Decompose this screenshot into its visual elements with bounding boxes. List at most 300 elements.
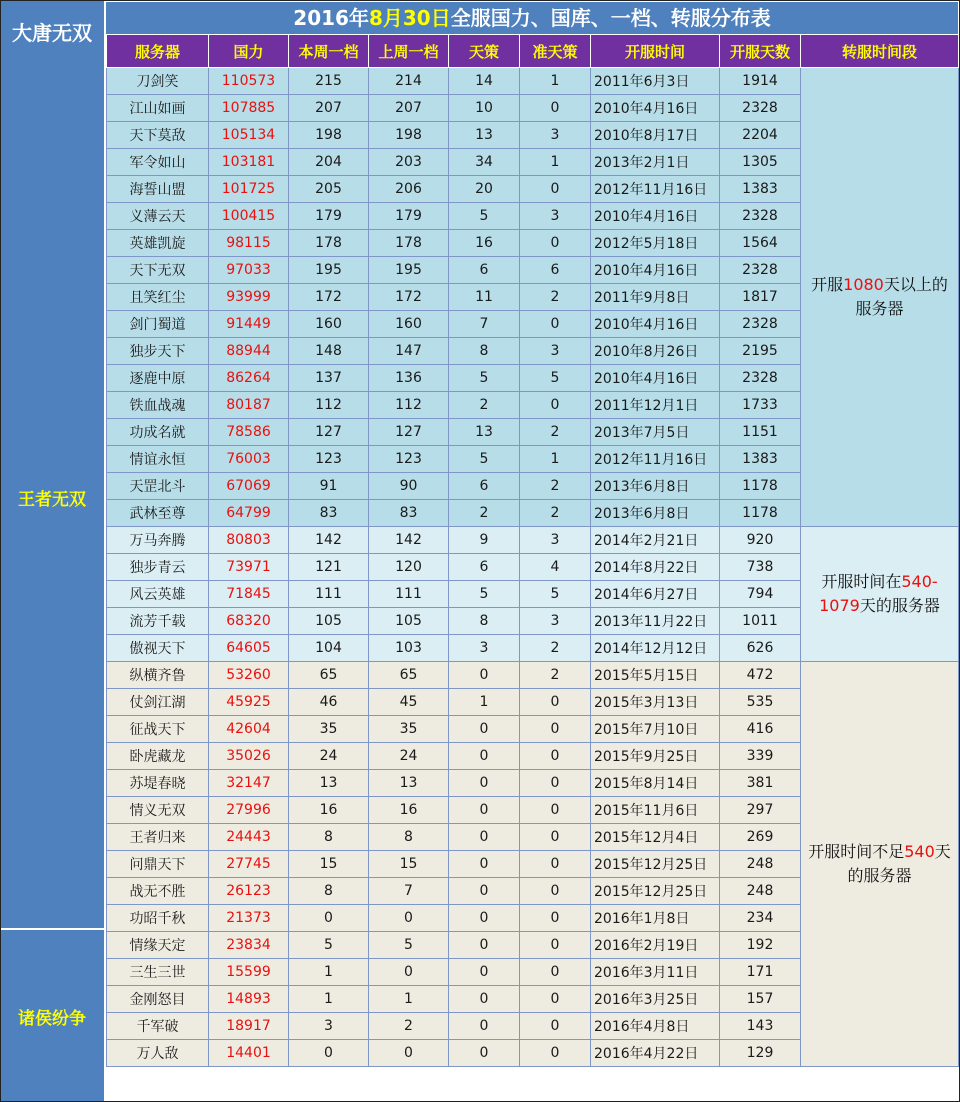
last-week-first-tier-cell: 172 [369,284,449,311]
server-name-cell: 铁血战魂 [107,392,209,419]
open-date-cell: 2010年4月16日 [591,95,720,122]
tiance-cell: 13 [449,122,520,149]
this-week-first-tier-cell: 65 [289,662,369,689]
power-cell: 45925 [209,689,289,716]
open-date-cell: 2010年4月16日 [591,257,720,284]
tiance-cell: 0 [449,770,520,797]
power-cell: 27996 [209,797,289,824]
game-brand: 大唐无双 [0,0,106,66]
tiance-cell: 16 [449,230,520,257]
last-week-first-tier-cell: 142 [369,527,449,554]
this-week-first-tier-cell: 1 [289,986,369,1013]
this-week-first-tier-cell: 121 [289,554,369,581]
column-header: 准天策 [520,35,591,68]
column-header: 国力 [209,35,289,68]
open-days-cell: 1178 [720,500,801,527]
this-week-first-tier-cell: 3 [289,1013,369,1040]
open-days-cell: 129 [720,1040,801,1067]
power-cell: 105134 [209,122,289,149]
this-week-first-tier-cell: 13 [289,770,369,797]
open-date-cell: 2011年9月8日 [591,284,720,311]
server-name-cell: 流芳千载 [107,608,209,635]
server-name-cell: 独步青云 [107,554,209,581]
open-date-cell: 2011年12月1日 [591,392,720,419]
last-week-first-tier-cell: 35 [369,716,449,743]
period-prefix: 开服时间在 [821,572,902,591]
last-week-first-tier-cell: 24 [369,743,449,770]
last-week-first-tier-cell: 111 [369,581,449,608]
last-week-first-tier-cell: 7 [369,878,449,905]
last-week-first-tier-cell: 45 [369,689,449,716]
column-header: 转服时间段 [801,35,959,68]
open-date-cell: 2010年4月16日 [591,311,720,338]
open-days-cell: 1305 [720,149,801,176]
last-week-first-tier-cell: 120 [369,554,449,581]
power-cell: 64605 [209,635,289,662]
server-name-cell: 功成名就 [107,419,209,446]
candidate-tiance-cell: 0 [520,905,591,932]
open-date-cell: 2016年1月8日 [591,905,720,932]
power-cell: 53260 [209,662,289,689]
title-text: 全服国力、国库、一档、转服分布表 [450,6,771,30]
power-cell: 68320 [209,608,289,635]
power-cell: 15599 [209,959,289,986]
power-cell: 80803 [209,527,289,554]
server-name-cell: 逐鹿中原 [107,365,209,392]
this-week-first-tier-cell: 127 [289,419,369,446]
this-week-first-tier-cell: 215 [289,68,369,95]
open-date-cell: 2010年8月17日 [591,122,720,149]
open-days-cell: 2204 [720,122,801,149]
this-week-first-tier-cell: 178 [289,230,369,257]
server-name-cell: 江山如画 [107,95,209,122]
server-name-cell: 纵横齐鲁 [107,662,209,689]
table-header [107,35,959,68]
this-week-first-tier-cell: 46 [289,689,369,716]
server-name-cell: 天下无双 [107,257,209,284]
candidate-tiance-cell: 3 [520,608,591,635]
server-table [106,34,959,1067]
last-week-first-tier-cell: 198 [369,122,449,149]
tiance-cell: 0 [449,932,520,959]
power-cell: 27745 [209,851,289,878]
open-date-cell: 2013年6月8日 [591,500,720,527]
power-cell: 103181 [209,149,289,176]
open-date-cell: 2012年5月18日 [591,230,720,257]
power-cell: 24443 [209,824,289,851]
last-week-first-tier-cell: 136 [369,365,449,392]
candidate-tiance-cell: 3 [520,203,591,230]
column-header: 天策 [449,35,520,68]
last-week-first-tier-cell: 195 [369,257,449,284]
last-week-first-tier-cell: 0 [369,959,449,986]
open-days-cell: 1914 [720,68,801,95]
open-date-cell: 2010年4月16日 [591,365,720,392]
candidate-tiance-cell: 0 [520,770,591,797]
open-days-cell: 269 [720,824,801,851]
tiance-cell: 10 [449,95,520,122]
server-name-cell: 天下莫敌 [107,122,209,149]
open-date-cell: 2016年4月8日 [591,1013,720,1040]
tiance-cell: 9 [449,527,520,554]
zone-label-wangzhe: 王者无双 [0,66,106,930]
tiance-cell: 0 [449,1040,520,1067]
candidate-tiance-cell: 3 [520,527,591,554]
open-days-cell: 738 [720,554,801,581]
candidate-tiance-cell: 5 [520,581,591,608]
open-days-cell: 2328 [720,257,801,284]
power-cell: 71845 [209,581,289,608]
open-days-cell: 472 [720,662,801,689]
server-name-cell: 军令如山 [107,149,209,176]
open-date-cell: 2012年11月16日 [591,176,720,203]
this-week-first-tier-cell: 160 [289,311,369,338]
tiance-cell: 0 [449,851,520,878]
this-week-first-tier-cell: 1 [289,959,369,986]
open-date-cell: 2015年12月4日 [591,824,720,851]
server-name-cell: 万人敌 [107,1040,209,1067]
server-name-cell: 刀剑笑 [107,68,209,95]
period-days: 540-1079 [819,572,938,615]
tiance-cell: 7 [449,311,520,338]
server-name-cell: 金刚怒目 [107,986,209,1013]
server-name-cell: 独步天下 [107,338,209,365]
tiance-cell: 0 [449,797,520,824]
open-date-cell: 2013年6月8日 [591,473,720,500]
power-cell: 67069 [209,473,289,500]
open-date-cell: 2016年2月19日 [591,932,720,959]
open-date-cell: 2015年12月25日 [591,851,720,878]
server-name-cell: 义薄云天 [107,203,209,230]
open-date-cell: 2016年3月25日 [591,986,720,1013]
power-cell: 21373 [209,905,289,932]
server-name-cell: 仗剑江湖 [107,689,209,716]
candidate-tiance-cell: 2 [520,500,591,527]
power-cell: 32147 [209,770,289,797]
open-date-cell: 2015年3月13日 [591,689,720,716]
candidate-tiance-cell: 0 [520,986,591,1013]
power-cell: 110573 [209,68,289,95]
last-week-first-tier-cell: 16 [369,797,449,824]
transfer-period-cell [801,527,959,662]
open-days-cell: 535 [720,689,801,716]
last-week-first-tier-cell: 90 [369,473,449,500]
open-days-cell: 1383 [720,176,801,203]
server-name-cell: 风云英雄 [107,581,209,608]
power-cell: 86264 [209,365,289,392]
this-week-first-tier-cell: 8 [289,878,369,905]
power-cell: 76003 [209,446,289,473]
tiance-cell: 0 [449,824,520,851]
candidate-tiance-cell: 0 [520,932,591,959]
open-days-cell: 1383 [720,446,801,473]
power-cell: 42604 [209,716,289,743]
open-days-cell: 381 [720,770,801,797]
server-name-cell: 征战天下 [107,716,209,743]
this-week-first-tier-cell: 91 [289,473,369,500]
tiance-cell: 0 [449,716,520,743]
open-date-cell: 2014年8月22日 [591,554,720,581]
this-week-first-tier-cell: 105 [289,608,369,635]
tiance-cell: 20 [449,176,520,203]
last-week-first-tier-cell: 0 [369,905,449,932]
this-week-first-tier-cell: 198 [289,122,369,149]
tiance-cell: 0 [449,1013,520,1040]
server-name-cell: 剑门蜀道 [107,311,209,338]
this-week-first-tier-cell: 35 [289,716,369,743]
open-days-cell: 171 [720,959,801,986]
open-days-cell: 416 [720,716,801,743]
candidate-tiance-cell: 2 [520,635,591,662]
open-date-cell: 2014年6月27日 [591,581,720,608]
tiance-cell: 8 [449,338,520,365]
open-date-cell: 2013年2月1日 [591,149,720,176]
open-date-cell: 2016年4月22日 [591,1040,720,1067]
open-days-cell: 234 [720,905,801,932]
period-suffix: 天的服务器 [859,596,940,615]
tiance-cell: 0 [449,905,520,932]
this-week-first-tier-cell: 24 [289,743,369,770]
server-name-cell: 海誓山盟 [107,176,209,203]
candidate-tiance-cell: 0 [520,1013,591,1040]
open-days-cell: 2328 [720,311,801,338]
tiance-cell: 0 [449,743,520,770]
tiance-cell: 14 [449,68,520,95]
this-week-first-tier-cell: 112 [289,392,369,419]
this-week-first-tier-cell: 137 [289,365,369,392]
power-cell: 18917 [209,1013,289,1040]
power-cell: 88944 [209,338,289,365]
server-name-cell: 三生三世 [107,959,209,986]
open-date-cell: 2015年9月25日 [591,743,720,770]
power-cell: 14401 [209,1040,289,1067]
open-date-cell: 2016年3月11日 [591,959,720,986]
server-name-cell: 苏堤春晓 [107,770,209,797]
this-week-first-tier-cell: 0 [289,1040,369,1067]
open-days-cell: 1011 [720,608,801,635]
server-name-cell: 天罡北斗 [107,473,209,500]
open-date-cell: 2015年8月14日 [591,770,720,797]
power-cell: 98115 [209,230,289,257]
candidate-tiance-cell: 2 [520,473,591,500]
open-days-cell: 192 [720,932,801,959]
candidate-tiance-cell: 3 [520,338,591,365]
open-date-cell: 2013年11月22日 [591,608,720,635]
server-name-cell: 卧虎藏龙 [107,743,209,770]
open-date-cell: 2010年8月26日 [591,338,720,365]
power-cell: 78586 [209,419,289,446]
power-cell: 80187 [209,392,289,419]
period-days: 540 [904,842,935,861]
open-days-cell: 1817 [720,284,801,311]
candidate-tiance-cell: 0 [520,878,591,905]
open-date-cell: 2011年6月3日 [591,68,720,95]
candidate-tiance-cell: 0 [520,716,591,743]
open-date-cell: 2015年7月10日 [591,716,720,743]
candidate-tiance-cell: 0 [520,95,591,122]
candidate-tiance-cell: 2 [520,284,591,311]
open-days-cell: 143 [720,1013,801,1040]
power-cell: 26123 [209,878,289,905]
open-days-cell: 1733 [720,392,801,419]
server-name-cell: 情义无双 [107,797,209,824]
open-days-cell: 297 [720,797,801,824]
candidate-tiance-cell: 0 [520,959,591,986]
open-days-cell: 339 [720,743,801,770]
server-name-cell: 问鼎天下 [107,851,209,878]
server-name-cell: 英雄凯旋 [107,230,209,257]
column-header: 开服天数 [720,35,801,68]
power-cell: 97033 [209,257,289,284]
tiance-cell: 0 [449,662,520,689]
last-week-first-tier-cell: 1 [369,986,449,1013]
this-week-first-tier-cell: 204 [289,149,369,176]
last-week-first-tier-cell: 8 [369,824,449,851]
open-days-cell: 1151 [720,419,801,446]
table-row [107,68,959,95]
candidate-tiance-cell: 6 [520,257,591,284]
tiance-cell: 3 [449,635,520,662]
last-week-first-tier-cell: 0 [369,1040,449,1067]
server-name-cell: 情缘天定 [107,932,209,959]
power-cell: 23834 [209,932,289,959]
open-days-cell: 248 [720,878,801,905]
open-days-cell: 1178 [720,473,801,500]
last-week-first-tier-cell: 5 [369,932,449,959]
this-week-first-tier-cell: 83 [289,500,369,527]
this-week-first-tier-cell: 15 [289,851,369,878]
candidate-tiance-cell: 5 [520,365,591,392]
last-week-first-tier-cell: 206 [369,176,449,203]
this-week-first-tier-cell: 104 [289,635,369,662]
this-week-first-tier-cell: 172 [289,284,369,311]
period-days: 1080 [843,275,884,294]
this-week-first-tier-cell: 16 [289,797,369,824]
power-cell: 35026 [209,743,289,770]
open-date-cell: 2010年4月16日 [591,203,720,230]
last-week-first-tier-cell: 127 [369,419,449,446]
candidate-tiance-cell: 1 [520,446,591,473]
this-week-first-tier-cell: 0 [289,905,369,932]
last-week-first-tier-cell: 105 [369,608,449,635]
table-row [107,527,959,554]
candidate-tiance-cell: 0 [520,797,591,824]
server-name-cell: 傲视天下 [107,635,209,662]
power-cell: 100415 [209,203,289,230]
column-header: 上周一档 [369,35,449,68]
open-date-cell: 2014年2月21日 [591,527,720,554]
last-week-first-tier-cell: 13 [369,770,449,797]
open-days-cell: 920 [720,527,801,554]
this-week-first-tier-cell: 8 [289,824,369,851]
last-week-first-tier-cell: 214 [369,68,449,95]
title-year: 2016年 [293,6,369,30]
table-row [107,662,959,689]
candidate-tiance-cell: 0 [520,176,591,203]
tiance-cell: 5 [449,446,520,473]
tiance-cell: 5 [449,581,520,608]
server-name-cell: 功昭千秋 [107,905,209,932]
power-cell: 93999 [209,284,289,311]
column-header: 本周一档 [289,35,369,68]
this-week-first-tier-cell: 195 [289,257,369,284]
tiance-cell: 13 [449,419,520,446]
open-days-cell: 157 [720,986,801,1013]
this-week-first-tier-cell: 111 [289,581,369,608]
zone-label-zhuhou: 诸侯纷争 [0,930,106,1102]
last-week-first-tier-cell: 103 [369,635,449,662]
server-name-cell: 千军破 [107,1013,209,1040]
tiance-cell: 6 [449,473,520,500]
tiance-cell: 6 [449,554,520,581]
power-cell: 73971 [209,554,289,581]
open-days-cell: 2328 [720,95,801,122]
candidate-tiance-cell: 2 [520,662,591,689]
last-week-first-tier-cell: 160 [369,311,449,338]
open-date-cell: 2015年5月15日 [591,662,720,689]
transfer-period-cell [801,662,959,1067]
column-header: 开服时间 [591,35,720,68]
this-week-first-tier-cell: 5 [289,932,369,959]
power-cell: 107885 [209,95,289,122]
candidate-tiance-cell: 4 [520,554,591,581]
last-week-first-tier-cell: 203 [369,149,449,176]
candidate-tiance-cell: 0 [520,1040,591,1067]
tiance-cell: 5 [449,365,520,392]
candidate-tiance-cell: 0 [520,689,591,716]
server-name-cell: 情谊永恒 [107,446,209,473]
last-week-first-tier-cell: 123 [369,446,449,473]
candidate-tiance-cell: 0 [520,851,591,878]
tiance-cell: 8 [449,608,520,635]
last-week-first-tier-cell: 2 [369,1013,449,1040]
candidate-tiance-cell: 0 [520,743,591,770]
tiance-cell: 0 [449,959,520,986]
server-name-cell: 武林至尊 [107,500,209,527]
candidate-tiance-cell: 2 [520,419,591,446]
candidate-tiance-cell: 1 [520,149,591,176]
this-week-first-tier-cell: 123 [289,446,369,473]
last-week-first-tier-cell: 15 [369,851,449,878]
open-date-cell: 2015年12月25日 [591,878,720,905]
last-week-first-tier-cell: 179 [369,203,449,230]
open-days-cell: 248 [720,851,801,878]
tiance-cell: 0 [449,878,520,905]
this-week-first-tier-cell: 207 [289,95,369,122]
open-days-cell: 2328 [720,365,801,392]
candidate-tiance-cell: 1 [520,68,591,95]
open-date-cell: 2014年12月12日 [591,635,720,662]
this-week-first-tier-cell: 205 [289,176,369,203]
last-week-first-tier-cell: 112 [369,392,449,419]
last-week-first-tier-cell: 83 [369,500,449,527]
table-body [107,68,959,1067]
candidate-tiance-cell: 0 [520,230,591,257]
this-week-first-tier-cell: 142 [289,527,369,554]
last-week-first-tier-cell: 207 [369,95,449,122]
tiance-cell: 11 [449,284,520,311]
open-days-cell: 794 [720,581,801,608]
last-week-first-tier-cell: 147 [369,338,449,365]
open-days-cell: 2195 [720,338,801,365]
last-week-first-tier-cell: 65 [369,662,449,689]
power-cell: 101725 [209,176,289,203]
server-name-cell: 战无不胜 [107,878,209,905]
open-date-cell: 2012年11月16日 [591,446,720,473]
open-date-cell: 2013年7月5日 [591,419,720,446]
tiance-cell: 1 [449,689,520,716]
server-name-cell: 且笑红尘 [107,284,209,311]
